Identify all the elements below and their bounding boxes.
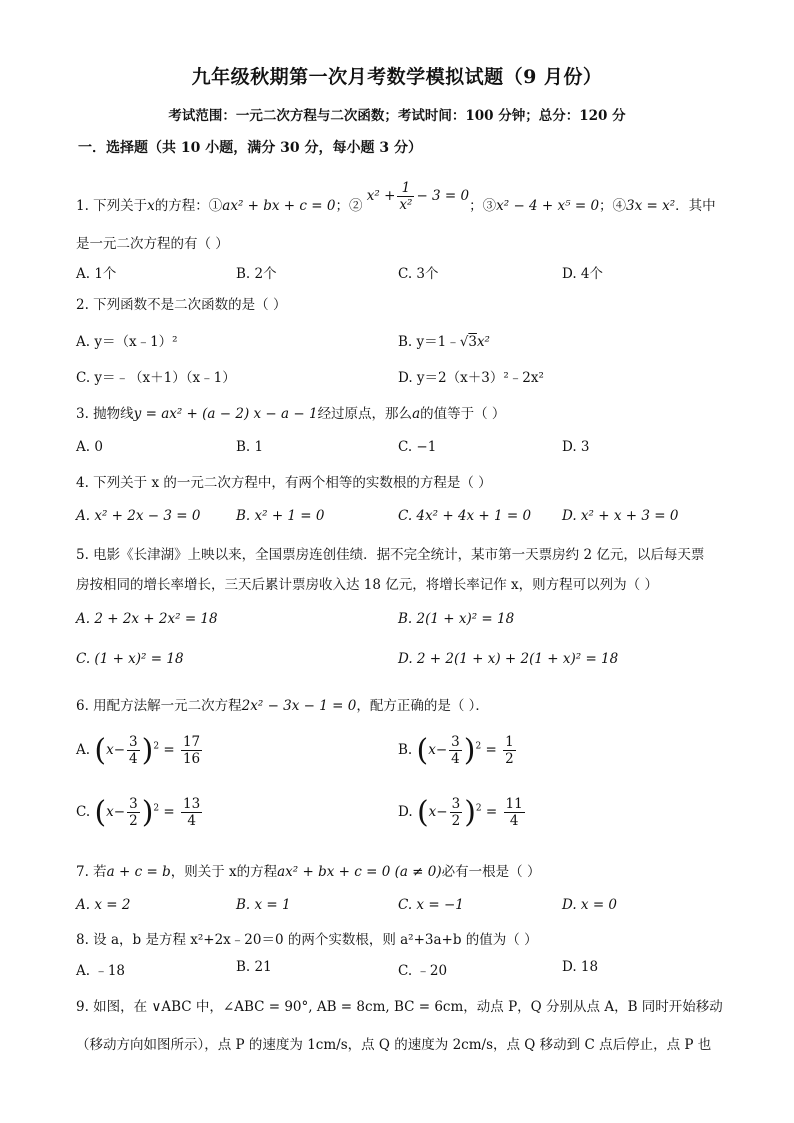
q6-d-num: 3	[451, 796, 461, 812]
q6-b-num: 3	[451, 734, 460, 750]
q6-d-den: 2	[451, 813, 461, 829]
q6-c-label: C.	[76, 804, 91, 820]
q5-option-a: A. 2 + 2x + 2x² = 18	[76, 611, 218, 627]
q3-end: 的值等于（ ）	[420, 406, 506, 422]
q8-option-b: B. 21	[236, 959, 272, 975]
q8-option-d: D. 18	[562, 959, 599, 975]
q6-d-rnum: 11	[505, 796, 523, 812]
q1-eq2-top: x² +	[366, 188, 396, 204]
q6-post: ，配方正确的是（ ）．	[356, 698, 489, 714]
q4-option-a: A. x² + 2x − 3 = 0	[76, 508, 201, 524]
question-2-stem: 2. 下列函数不是二次函数的是（ ）	[76, 297, 287, 313]
q3-pre: 3. 抛物线	[76, 406, 134, 422]
q5-option-b: B. 2(1 + x)² = 18	[398, 611, 515, 627]
question-5-line1: 5. 电影《长津湖》上映以来，全国票房连创佳绩．据不完全统计，某市第一天票房约 2 亿元，以后每天票	[76, 547, 705, 563]
q1-eq2-tail: − 3 = 0	[416, 188, 470, 204]
q6-b-rden: 2	[505, 751, 514, 767]
sqrt-symbol: √	[459, 334, 469, 350]
q3-option-c: C. −1	[398, 439, 437, 455]
q2-option-c: C. y＝﹣（x＋1）（x﹣1）	[76, 370, 236, 386]
q2-b-pre: B. y＝1﹣	[398, 334, 460, 350]
q3-option-d: D. 3	[562, 439, 590, 455]
q7-option-b: B. x = 1	[236, 897, 291, 913]
q6-eq: 2x² − 3x − 1 = 0	[241, 698, 357, 714]
q1-option-b: B. 2个	[236, 266, 277, 282]
q1-mid: 的方程：①	[154, 198, 223, 214]
q6-c-rnum: 13	[183, 796, 201, 812]
q6-a-rnum: 17	[182, 734, 201, 750]
q6-b-rnum: 1	[505, 734, 514, 750]
q3-option-b: B. 1	[236, 439, 264, 455]
q7-pre: 7. 若	[76, 864, 107, 880]
question-7-stem	[76, 860, 540, 880]
q1-eq3: x² − 4 + x⁵ = 0	[496, 198, 600, 214]
q3-post: 经过原点，那么	[317, 406, 413, 422]
q1-eq1: ax² + bx + c = 0	[222, 198, 336, 214]
q2-option-d: D. y＝2（x＋3）²﹣2x²	[398, 370, 544, 386]
q5-option-d: D. 2 + 2(1 + x) + 2(1 + x)² = 18	[398, 651, 619, 667]
q6-option-a: A. (x− $\frac{3}{4}$ )$^2$ = $\frac{17}{16}$	[76, 733, 201, 768]
q7-mid: ，则关于 x的方程	[170, 864, 278, 880]
q7-option-a: A. x = 2	[76, 897, 131, 913]
question-3-stem	[76, 402, 505, 422]
question-1-stem	[76, 180, 716, 223]
question-9-line2: （移动方向如图所示），点 P 的速度为 1cm/s，点 Q 的速度为 2cm/s，点 Q 移动到 C 点后停止，点 P 也	[76, 1037, 712, 1053]
q7-option-d: D. x = 0	[562, 897, 618, 913]
q8-option-c: C. ﹣20	[398, 963, 448, 979]
q1-option-c: C. 3个	[398, 266, 439, 282]
q6-option-c: C. (x− $\frac{3}{2}$ )$^2$ = $\frac{13}{4}$	[76, 795, 201, 830]
q1-prefix: 1. 下列关于	[76, 198, 148, 214]
question-6-stem	[76, 694, 489, 714]
q6-c-num: 3	[129, 796, 138, 812]
q7-option-c: C. x = −1	[398, 897, 464, 913]
q1-sep4: ；④	[599, 198, 627, 214]
question-4-stem: 4. 下列关于 x 的一元二次方程中，有两个相等的实数根的方程是（ ）	[76, 475, 492, 491]
question-9-line1: 9. 如图，在 ∨ABC 中，∠ABC = 90°, AB = 8cm, BC = 6cm，动点 P，Q 分别从点 A，B 同时开始移动	[76, 999, 723, 1015]
q3-eq: y = ax² + (a − 2) x − a − 1	[133, 406, 318, 422]
q2-option-b	[398, 330, 490, 350]
question-5-line2: 房按相同的增长率增长，三天后累计票房收入达 18 亿元，将增长率记作 x，则方程可以列为（ ）	[76, 577, 658, 593]
q1-sep3: ；③	[469, 198, 497, 214]
q2-option-a: A. y＝（x﹣1）²	[76, 334, 178, 350]
q4-option-c: C. 4x² + 4x + 1 = 0	[398, 508, 532, 524]
q6-a-rden: 16	[182, 751, 201, 767]
q1-option-d: D. 4个	[562, 266, 604, 282]
q4-option-b: B. x² + 1 = 0	[236, 508, 325, 524]
q2-b-post: x²	[476, 334, 490, 350]
page-title: 九年级秋期第一次月考数学模拟试题（9 月份）	[191, 66, 603, 88]
question-1-line2: 是一元二次方程的有（ ）	[76, 236, 229, 252]
q6-pre: 6. 用配方法解一元二次方程	[76, 698, 242, 714]
q6-option-b: B. (x− $\frac{3}{4}$ )$^2$ = $\frac{1}{2}$	[398, 733, 514, 768]
q6-d-rden: 4	[509, 813, 519, 829]
q1-eq2-num: 1	[397, 180, 414, 197]
q6-b-label: B.	[398, 742, 413, 758]
q6-a-den: 4	[129, 751, 138, 767]
q6-c-den: 2	[129, 813, 138, 829]
q1-var: x	[147, 198, 155, 214]
exam-info: 考试范围：一元二次方程与二次函数；考试时间：100 分钟；总分：120 分	[168, 108, 626, 124]
q7-post: 必有一根是（ ）	[441, 864, 541, 880]
q6-a-label: A.	[76, 742, 91, 758]
q7-eq: ax² + bx + c = 0 (a ≠ 0)	[277, 864, 442, 880]
q1-tail: ．其中	[675, 198, 716, 214]
section-heading: 一．选择题（共 10 小题，满分 30 分，每小题 3 分）	[78, 140, 422, 156]
q3-var: a	[412, 406, 421, 422]
q8-option-a: A. ﹣18	[76, 963, 126, 979]
q1-sep2: ；②	[335, 198, 363, 214]
question-8-stem: 8. 设 a，b 是方程 x²+2x﹣20＝0 的两个实数根，则 a²+3a+b 的值为（ ）	[76, 932, 538, 948]
q2-b-radicand: 3	[468, 334, 477, 350]
q3-option-a: A. 0	[76, 439, 103, 455]
q6-c-rden: 4	[187, 813, 196, 829]
q7-cond: a + c = b	[106, 864, 171, 880]
q1-option-a: A. 1个	[76, 266, 117, 282]
q4-option-d: D. x² + x + 3 = 0	[562, 508, 679, 524]
q6-option-d: D. (x− $\frac{3}{2}$ )$^2$ = $\frac{11}{4}$	[398, 795, 523, 830]
q1-eq4: 3x = x²	[626, 198, 676, 214]
q1-eq2	[367, 180, 469, 213]
q5-option-c: C. (1 + x)² = 18	[76, 651, 184, 667]
q6-a-num: 3	[129, 734, 138, 750]
q6-d-label: D.	[398, 804, 413, 820]
q1-eq2-den: x²	[399, 197, 413, 213]
q6-b-den: 4	[451, 751, 460, 767]
